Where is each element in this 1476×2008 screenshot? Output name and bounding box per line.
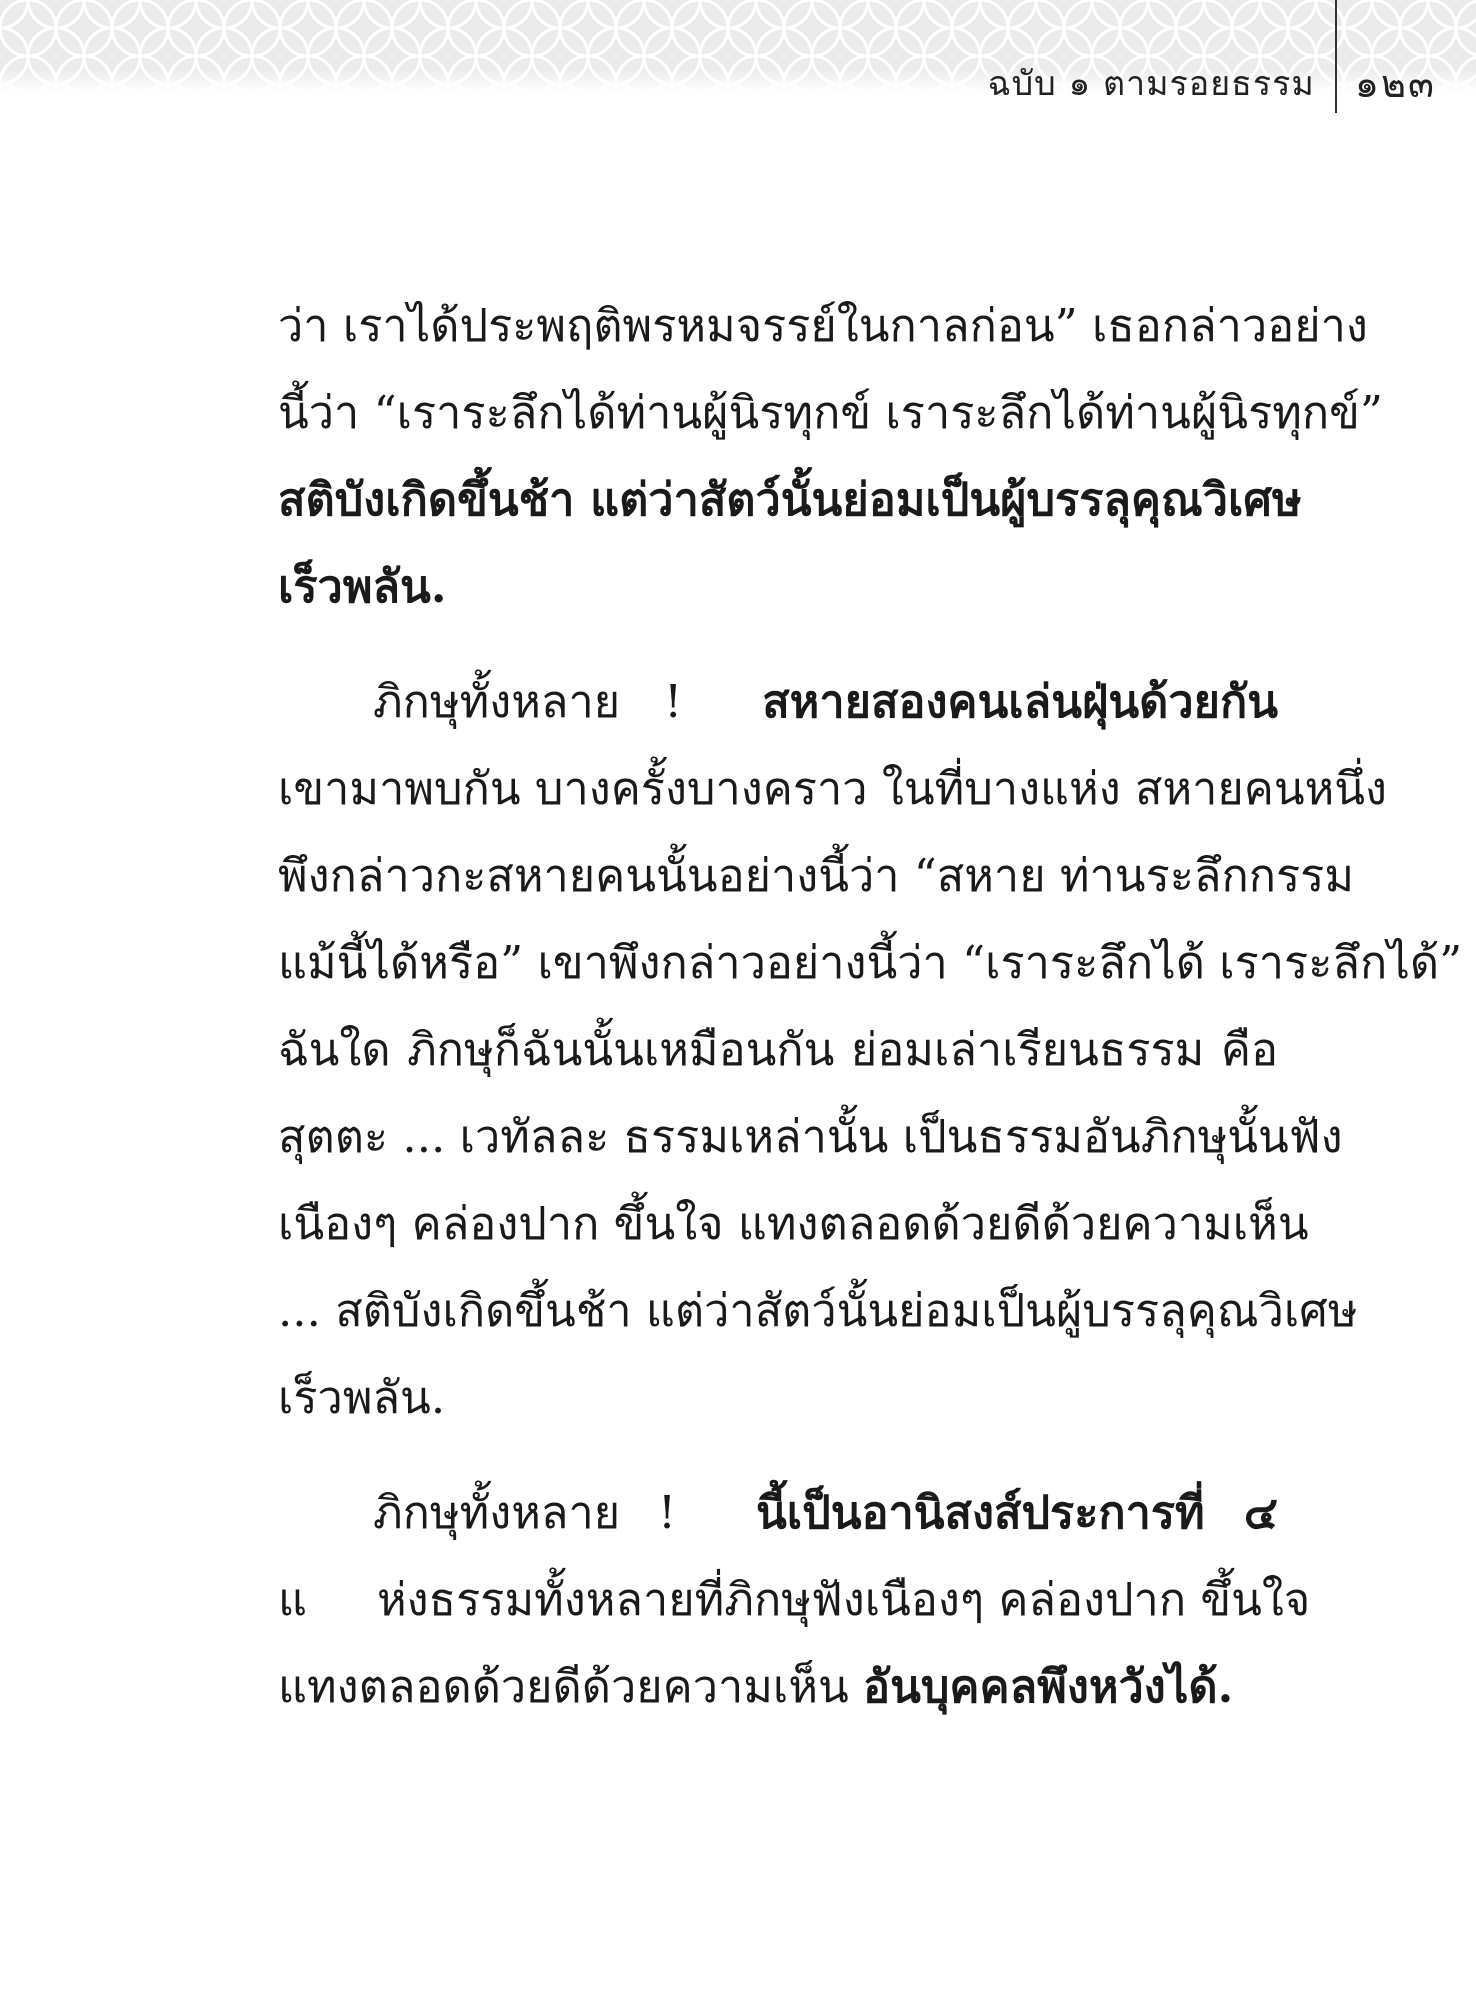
running-head [987, 58, 1476, 108]
text-line: พึงกล่าวกะสหายคนนั้นอย่างนี้ว่า “สหาย ท่านระลึกกรรม [278, 849, 1354, 902]
body-text [278, 282, 1463, 1758]
text-line: เนืองๆ คล่องปาก ขึ้นใจ แทงตลอดด้วยดีด้วยความเห็น [278, 1197, 1309, 1250]
line-rest-text: ห่งธรรมทั้งหลายที่ภิกษุฟังเนืองๆ คล่องปาก ขึ้นใจ [377, 1573, 1311, 1626]
text-line: สุตตะ ... เวทัลละ ธรรมเหล่านั้น เป็นธรรมอันภิกษุนั้นฟัง [278, 1110, 1343, 1163]
lead-bold-text: นี้เป็นอานิสงส์ประการที่ ๔ [756, 1486, 1278, 1539]
lead-text: ภิกษุทั้งหลาย ! [373, 675, 683, 728]
line-plain-text: แทงตลอดด้วยดีด้วยความเห็น [278, 1660, 864, 1713]
header-divider [1335, 0, 1337, 113]
lead-text: ภิกษุทั้งหลาย ! [373, 1486, 677, 1539]
text-line: ว่า เราได้ประพฤติพรหมจรรย์ในกาลก่อน” เธอกล่าวอย่าง [278, 299, 1368, 352]
paragraph-lead-line [278, 1469, 1278, 1556]
text-line-bold: สติบังเกิดขึ้นช้า แต่ว่าสัตว์นั้นย่อมเป็นผู้บรรลุคุณวิเศษ [278, 473, 1302, 526]
lead-bold-text: สหายสองคนเล่นฝุ่นด้วยกัน [762, 675, 1278, 728]
paragraph-lead-line [278, 658, 1278, 745]
text-line-bold: เร็วพลัน. [278, 560, 447, 613]
text-line: ฉันใด ภิกษุก็ฉันนั้นเหมือนกัน ย่อมเล่าเรียนธรรม คือ [278, 1023, 1278, 1076]
text-line [278, 1643, 1278, 1730]
line-bold-text: อันบุคคลพึงหวังได้. [863, 1660, 1234, 1713]
text-line: แม้นี้ได้หรือ” เขาพึงกล่าวอย่างนี้ว่า “เราระลึกได้ เราระลึกได้” [278, 936, 1463, 989]
paragraph-2 [278, 658, 1463, 1441]
paragraph-3 [278, 1469, 1311, 1730]
running-title: ฉบับ ๑ ตามรอยธรรม [987, 64, 1315, 104]
page-number: ๑๒๓ [1354, 61, 1436, 106]
text-line [278, 1556, 1311, 1643]
text-line: เขามาพบกัน บางครั้งบางคราว ในที่บางแห่ง สหายคนหนึ่ง [278, 762, 1388, 815]
text-line: นี้ว่า “เราระลึกได้ท่านผู้นิรทุกข์ เราระลึกได้ท่านผู้นิรทุกข์” [278, 386, 1383, 439]
text-line: ... สติบังเกิดขึ้นช้า แต่ว่าสัตว์นั้นย่อมเป็นผู้บรรลุคุณวิเศษ [278, 1284, 1358, 1337]
paragraph-1 [278, 282, 1383, 630]
line-start-text: แ [278, 1573, 308, 1626]
text-line: เร็วพลัน. [278, 1371, 446, 1424]
